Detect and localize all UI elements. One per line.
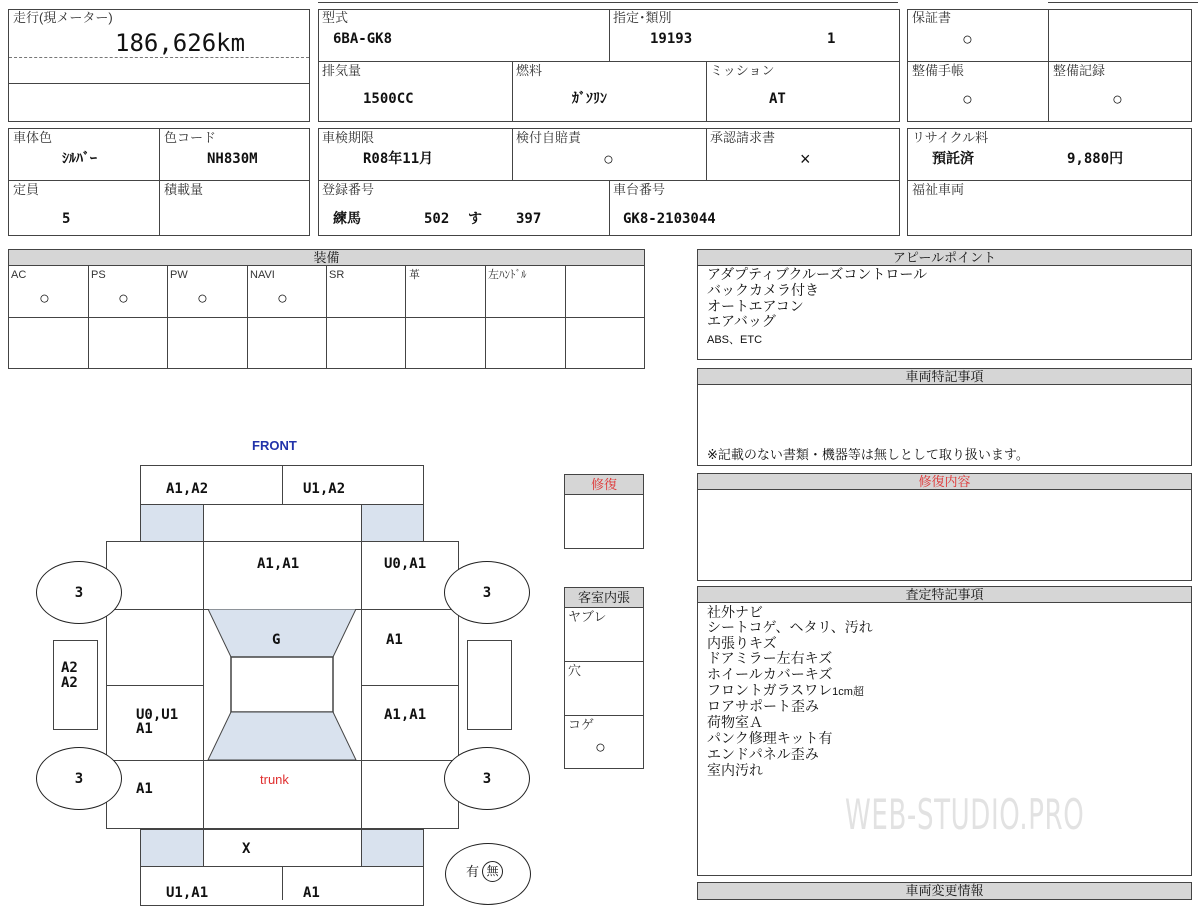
warranty-label: 保証書: [912, 10, 952, 25]
assessment-line-10: 室内汚れ: [707, 762, 763, 778]
approval-label: 承認請求書: [710, 130, 776, 145]
equip-leather-label: 革: [409, 269, 420, 281]
equip-v1: [88, 265, 89, 369]
right-front-door-damage: A1: [386, 632, 403, 648]
fl-edge2: [203, 505, 204, 542]
maintenance-book-mark: ○: [962, 89, 973, 109]
rear-bumper-left-damage: U1,A1: [166, 885, 209, 901]
color-code-value: NH830M: [207, 151, 258, 167]
body-color-label: 車体色: [13, 130, 53, 145]
special-notes-title: 車両特記事項: [697, 368, 1192, 385]
fuel-value: ｶﾞｿﾘﾝ: [572, 91, 607, 107]
inspection-value: R08年11月: [363, 151, 434, 167]
equip-ac-label: AC: [11, 269, 27, 281]
tire-front-left: 3: [36, 561, 122, 624]
registration-value4: 397: [516, 211, 542, 227]
front-right-fender-damage: U0,A1: [384, 556, 427, 572]
appeal-line-2: オートエアコン: [707, 298, 804, 314]
equip-v6: [485, 265, 486, 369]
interior-burn-mark: ○: [595, 737, 606, 757]
bl3: [106, 760, 203, 761]
registration-value1: 練馬: [333, 211, 361, 227]
special-notes-text: ※記載のない書類・機器等は無しとして取り扱います。: [707, 447, 1029, 462]
trunk-top: [203, 760, 361, 761]
repair-content-title: 修復内容: [697, 473, 1192, 490]
left-step-damage-1: A2: [61, 660, 78, 676]
tire-rear-left: 3: [36, 747, 122, 810]
br2: [361, 685, 459, 686]
equip-v2: [167, 265, 168, 369]
maintenance-record-label: 整備記録: [1053, 63, 1106, 78]
top-edge-line-right: [1048, 2, 1198, 3]
displacement-label: 排気量: [322, 63, 362, 78]
fuel-label: 燃料: [516, 63, 543, 78]
assessment-glass-main: フロントガラスワレ: [707, 682, 833, 698]
roof-panel: [231, 657, 333, 712]
assessment-line-0: 社外ナビ: [707, 604, 763, 620]
body-color-value: ｼﾙﾊﾞｰ: [62, 151, 97, 167]
front-label: FRONT: [252, 438, 297, 453]
rp-r: [361, 829, 362, 867]
color-hline: [8, 180, 310, 181]
fl-edge: [140, 505, 141, 542]
mileage-divider: [9, 57, 309, 58]
inspection-label: 車検期限: [322, 130, 375, 145]
equip-v4: [326, 265, 327, 369]
repair-box: [564, 494, 644, 549]
equip-ac-mark: ○: [39, 288, 50, 308]
interior-title: 客室内張: [564, 587, 644, 608]
rear-bumper-right-damage: A1: [303, 885, 320, 901]
trunk-label: trunk: [260, 772, 289, 787]
designation-value1: 19193: [650, 31, 693, 47]
bl2: [106, 685, 203, 686]
equip-navi-mark: ○: [277, 288, 288, 308]
rear-panel-damage: X: [242, 841, 251, 857]
assessment-line-4: ホイールカバーキズ: [707, 666, 833, 682]
front-bumper-divider: [282, 465, 283, 505]
rp-l: [203, 829, 204, 867]
appeal-line-0: アダプティブクルーズコントロール: [707, 266, 928, 282]
approval-mark: ×: [800, 149, 811, 169]
insurance-label: 検付自賠責: [516, 130, 582, 145]
mileage-box: [8, 9, 310, 122]
equip-v7: [565, 265, 566, 369]
spare-yes: 有: [466, 864, 480, 879]
warranty-vline: [1048, 9, 1049, 122]
front-bumper-right-damage: U1,A2: [303, 481, 346, 497]
mileage-value: 186,626km: [115, 29, 246, 57]
windshield-glass: [208, 609, 356, 657]
right-step: [467, 640, 512, 730]
warranty-mark: ○: [962, 29, 973, 49]
assessment-line-7: 荷物室Ａ: [707, 714, 763, 730]
mileage-divider-2: [9, 83, 309, 84]
left-quarter-damage: A1: [136, 781, 153, 797]
hood-damage: A1,A1: [257, 556, 300, 572]
appeal-line-abs: ABS、ETC: [707, 334, 763, 346]
fr-edge2: [423, 505, 424, 542]
rear-glass: [208, 712, 356, 760]
spare-no-circled: 無: [482, 861, 503, 882]
warranty-hline: [907, 61, 1192, 62]
mileage-label: 走行(現メーター): [13, 10, 113, 25]
color-code-label: 色コード: [164, 130, 217, 145]
br1: [361, 609, 459, 610]
reg-vline: [609, 180, 610, 236]
load-label: 積載量: [164, 182, 204, 197]
equip-ps-mark: ○: [118, 288, 129, 308]
equip-v5: [405, 265, 406, 369]
tire-front-right: 3: [444, 561, 530, 624]
fuel-vline: [512, 61, 513, 122]
assessment-line-8: パンク修理キット有: [707, 730, 833, 746]
recycle-label: リサイクル料: [912, 130, 989, 145]
maintenance-book-label: 整備手帳: [912, 63, 965, 78]
rear-panel: [140, 829, 424, 867]
interior-hline1: [564, 661, 644, 662]
fr-edge: [361, 505, 362, 542]
equip-lhd-label: 左ﾊﾝﾄﾞﾙ: [488, 269, 527, 281]
equip-pw-mark: ○: [197, 288, 208, 308]
br3: [361, 760, 459, 761]
change-info-title: 車両変更情報: [697, 882, 1192, 900]
cabin-glass: [203, 609, 361, 760]
right-rear-door-damage: A1,A1: [384, 707, 427, 723]
model-label: 型式: [322, 10, 349, 25]
insurance-mark: ○: [603, 149, 614, 169]
windshield-damage: G: [272, 632, 281, 648]
chassis-value: GK8-2103044: [623, 211, 716, 227]
recycle-value2: 9,880円: [1067, 151, 1124, 167]
model-value: 6BA-GK8: [333, 31, 393, 47]
assessment-line-2: 内張りキズ: [707, 635, 777, 651]
maintenance-record-mark: ○: [1112, 89, 1123, 109]
assessment-title: 査定特記事項: [697, 586, 1192, 603]
watermark: WEB-STUDIO.PRO: [845, 790, 1085, 839]
recycle-value1: 預託済: [932, 151, 974, 167]
designation-label: 指定･類別: [613, 10, 672, 25]
model-hline: [318, 61, 900, 62]
front-bumper-left-damage: A1,A2: [166, 481, 209, 497]
assessment-line-1: シートコゲ、ヘタリ、汚れ: [707, 619, 873, 635]
capacity-value: 5: [62, 211, 71, 227]
equip-ps-label: PS: [91, 269, 106, 281]
appeal-line-1: バックカメラ付き: [707, 282, 819, 298]
repair-content-box: [697, 489, 1192, 581]
chassis-label: 車台番号: [613, 182, 666, 197]
interior-tear-label: ヤブレ: [568, 609, 607, 624]
bl1: [106, 609, 203, 610]
registration-label: 登録番号: [322, 182, 375, 197]
rear-bumper-divider: [282, 866, 283, 900]
repair-title: 修復: [564, 474, 644, 495]
designation-value2: 1: [827, 31, 836, 47]
interior-hline2: [564, 715, 644, 716]
appeal-line-3: エアバッグ: [707, 313, 776, 329]
model-vline: [609, 9, 610, 61]
welfare-label: 福祉車両: [912, 182, 965, 197]
assessment-line-3: ドアミラー左右キズ: [707, 650, 833, 666]
capacity-label: 定員: [13, 182, 40, 197]
left-step-damage-2: A2: [61, 675, 78, 691]
registration-value2: 502: [424, 211, 450, 227]
equipment-title: 装備: [8, 249, 645, 266]
equip-sr-label: SR: [329, 269, 345, 281]
tire-rear-right: 3: [444, 747, 530, 810]
transmission-label: ミッション: [710, 63, 775, 78]
recycle-hline: [907, 180, 1192, 181]
front-right-light: [361, 505, 423, 542]
assessment-line-6: ロアサポート歪み: [707, 698, 819, 714]
assessment-glass-small: 1cm超: [832, 686, 864, 698]
left-rear-door-damage-1: U0,U1: [136, 707, 179, 723]
assessment-line-9: エンドパネル歪み: [707, 746, 819, 762]
left-rear-door-damage-2: A1: [136, 721, 153, 737]
insp-vline1: [512, 128, 513, 180]
equip-pw-label: PW: [170, 269, 188, 281]
registration-value3: す: [468, 211, 482, 227]
insp-vline2: [706, 128, 707, 180]
transmission-value: AT: [769, 91, 786, 107]
interior-burn-label: コゲ: [568, 717, 595, 732]
appeal-title: アピールポイント: [697, 249, 1192, 266]
equip-v3: [247, 265, 248, 369]
top-edge-line: [318, 2, 898, 3]
displacement-value: 1500CC: [363, 91, 414, 107]
equip-navi-label: NAVI: [250, 269, 275, 281]
interior-hole-label: 穴: [568, 663, 582, 678]
color-vline: [159, 128, 160, 236]
trans-vline: [706, 61, 707, 122]
front-left-light: [141, 505, 203, 542]
